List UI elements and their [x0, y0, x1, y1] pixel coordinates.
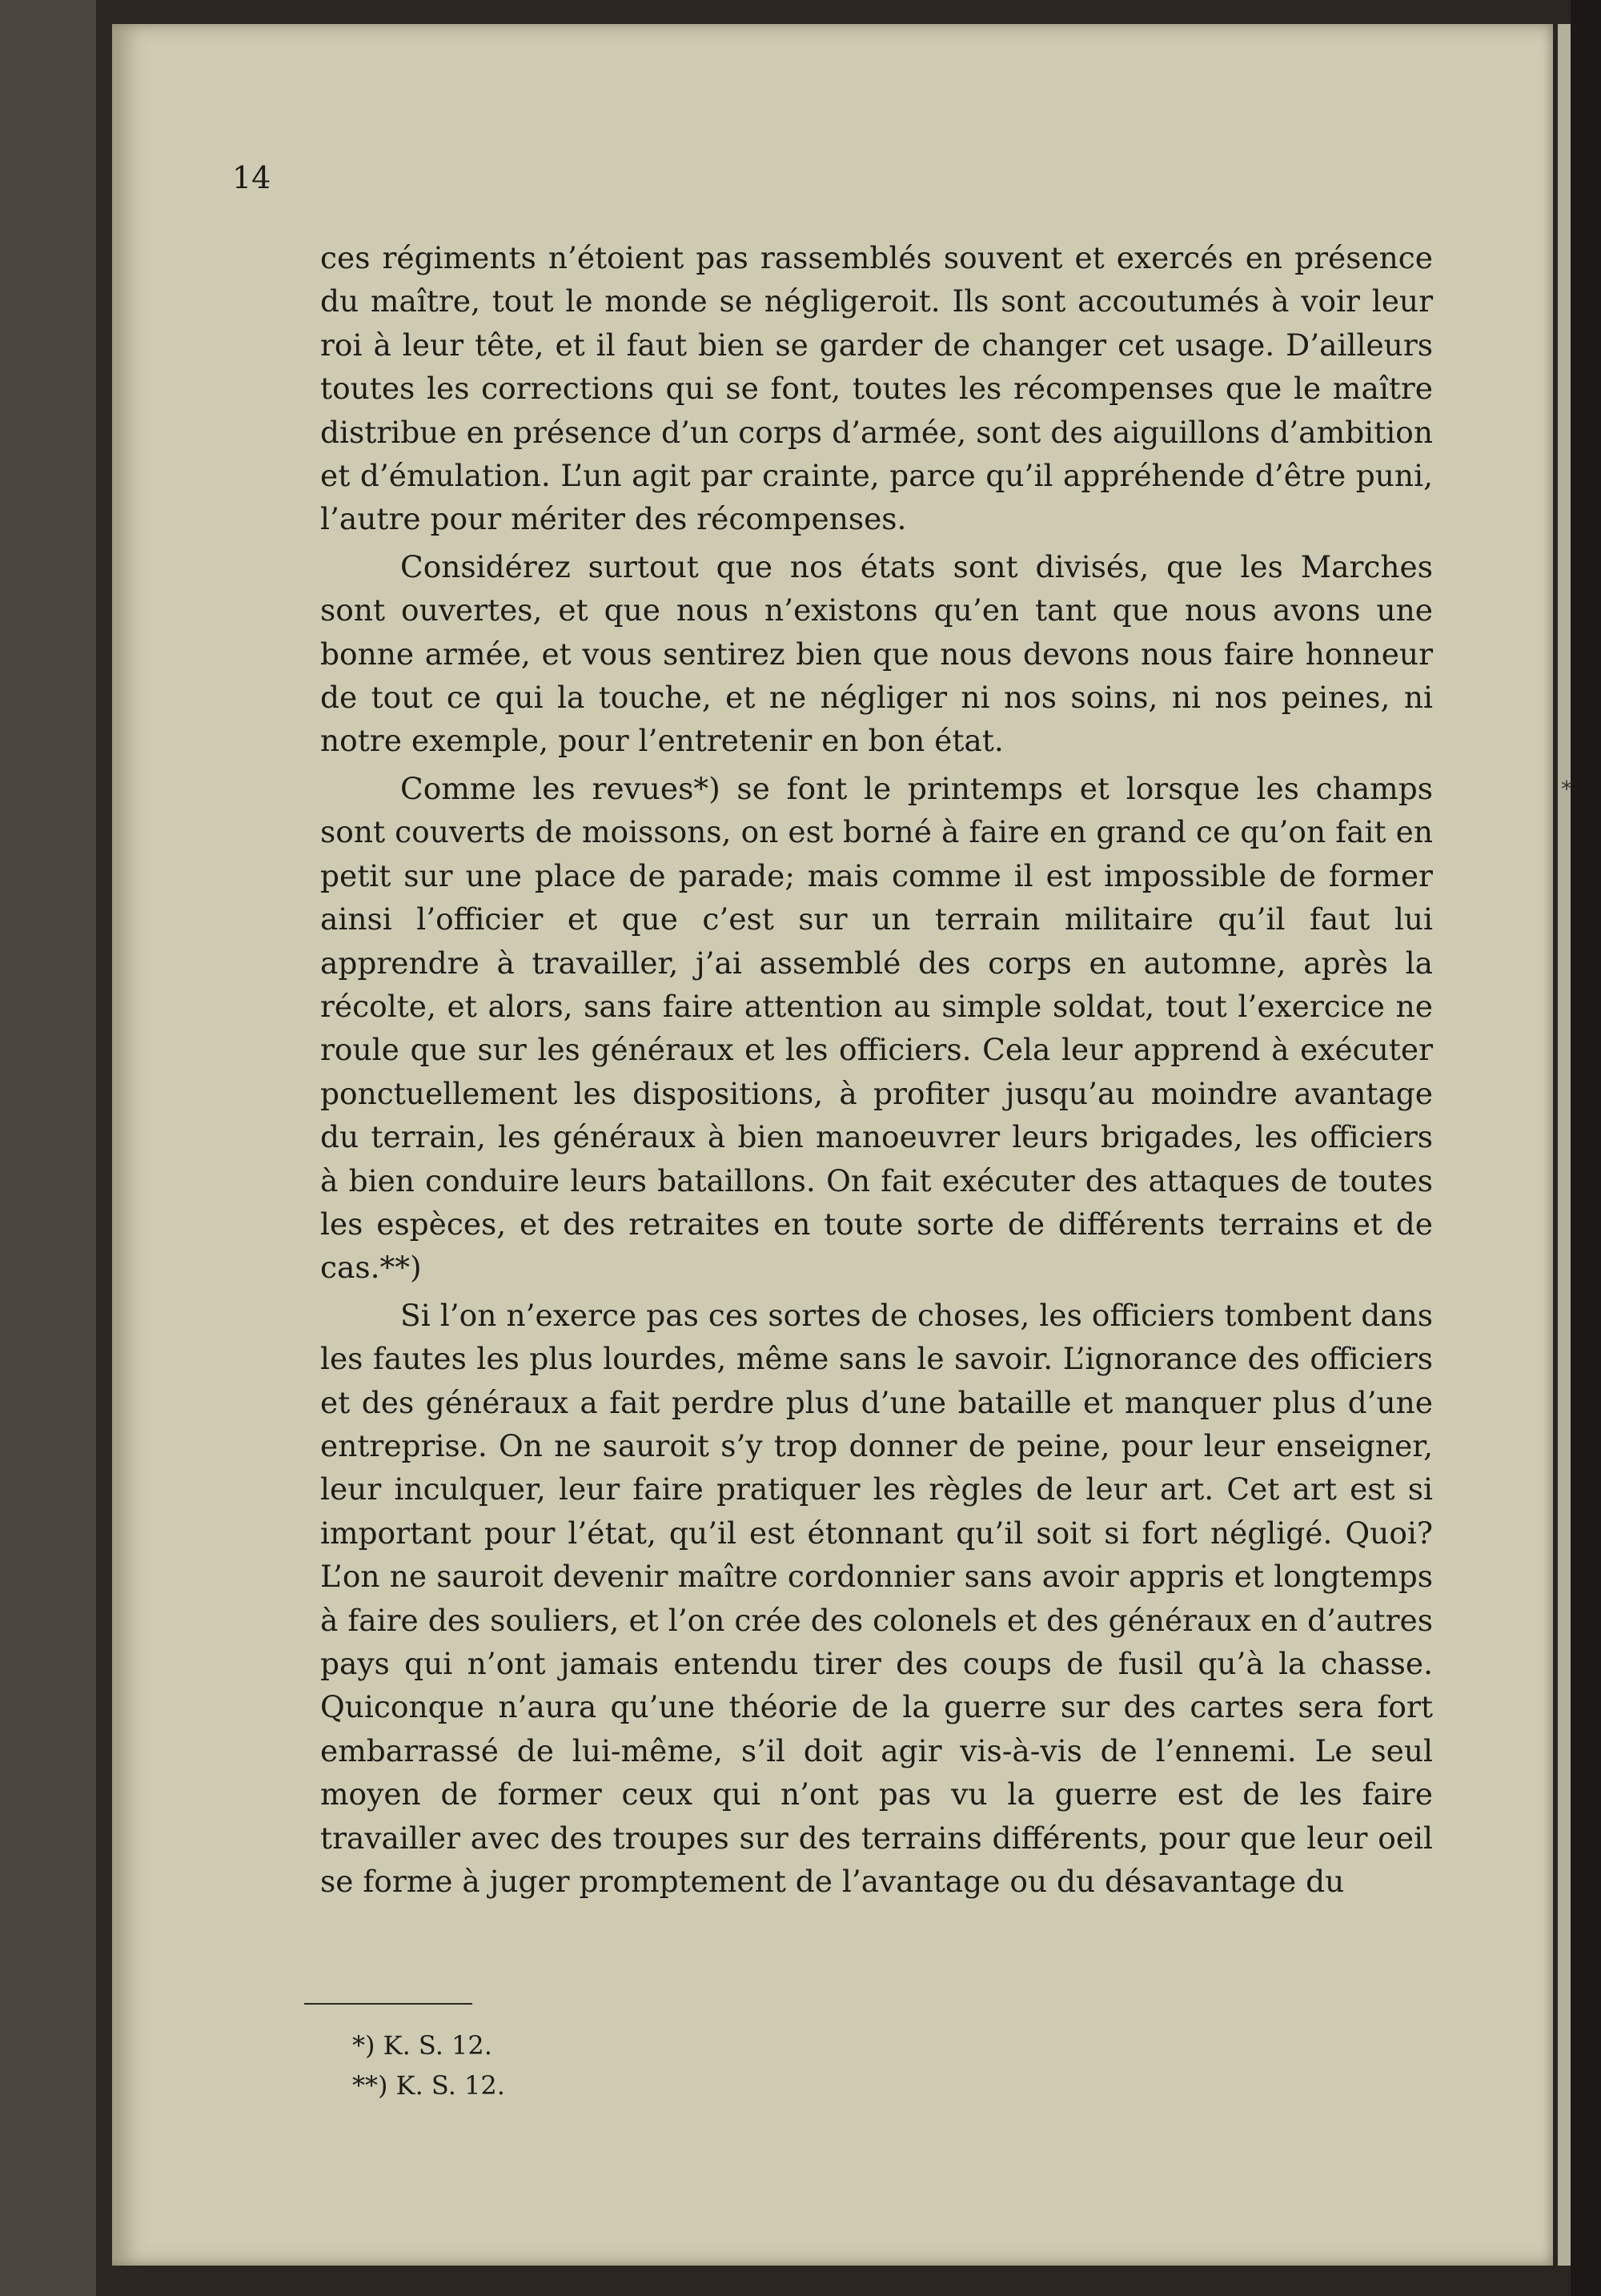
footnotes	[352, 2025, 505, 2105]
body-text	[320, 236, 1433, 1907]
book-binding-left	[0, 0, 96, 2296]
page-edge	[1558, 24, 1571, 2266]
paragraph-2: Considérez surtout que nos états sont divisés, que les Marches sont ouvertes, et que nous n’existons qu’en tant que nous avons une bonne armée, et vous sentirez bien que nous devons nous faire honneur de tout ce qui la touche, et ne négliger ni nos soins, ni nos peines, ni notre exemple, pour l’entretenir en bon état.	[320, 548, 1433, 759]
paragraph-1: ces régiments n’étoient pas rassemblés souvent et exercés en présence du maître, tout le monde se négligeroit. Ils sont accoutumés à voir leur roi à leur tête, et il faut bien se garder de changer cet usage. D’ailleurs toutes les corrections qui se font, toutes les récompenses que le maître distribue en présence d’un corps d’armée, sont des aiguillons d’ambition et d’émulation. L’un agit par crainte, parce qu’il appréhende d’être puni, l’autre pour mériter des récompenses.	[320, 240, 1433, 537]
paragraph-3: Comme les revues*) se font le printemps et lorsque les champs sont couverts de moissons, on est borné à faire en grand ce qu’on fait en petit sur une place de parade; mais comme il est impossible de former ainsi l’officier et que c’est sur un terrain militaire qu’il faut lui apprendre à travailler, j’ai assemblé des corps en automne, après la récolte, et alors, sans faire attention au simple soldat, tout l’exercice ne roule que sur les généraux et les officiers. Cela leur apprend à exécuter ponctuellement les dispositions, à profiter jusqu’au moindre avantage du terrain, les généraux à bien manoeuvrer leurs brigades, les officiers à bien conduire leurs bataillons. On fait exécuter des attaques de toutes les espèces, et des retraites en toute sorte de différents terrains et de cas.**)	[320, 770, 1433, 1286]
margin-mark: ⁎	[1561, 769, 1572, 795]
book-binding-right	[1571, 0, 1601, 2296]
footnote-1: *) K. S. 12.	[352, 2030, 492, 2061]
footnote-separator	[304, 2003, 472, 2005]
paragraph-4: Si l’on n’exerce pas ces sortes de choses, les officiers tombent dans les fautes les plus lourdes, même sans le savoir. L’ignorance des officiers et des généraux a fait perdre plus d’une bataille et manquer plus d’une entreprise. On ne sauroit s’y trop donner de peine, pour leur enseigner, leur inculquer, leur faire pratiquer les règles de leur art. Cet art est si important pour l’état, qu’il est étonnant qu’il soit si fort négligé. Quoi? L’on ne sauroit devenir maître cordonnier sans avoir appris et longtemps à faire des souliers, et l’on crée des colonels et des généraux en d’autres pays qui n’ont jamais entendu tirer des coups de fusil qu’à la chasse. Quiconque n’aura qu’une théorie de la guerre sur des cartes sera fort embarrassé de lui-même, s’il doit agir vis-à-vis de l’ennemi. Le seul moyen de former ceux qui n’ont pas vu la guerre est de les faire travailler avec des troupes sur des terrains différents, pour que leur oeil se forme à juger promptement de l’avantage ou du désavantage du	[320, 1297, 1433, 1900]
page-number: 14	[232, 160, 271, 195]
footnote-2: **) K. S. 12.	[352, 2070, 505, 2101]
